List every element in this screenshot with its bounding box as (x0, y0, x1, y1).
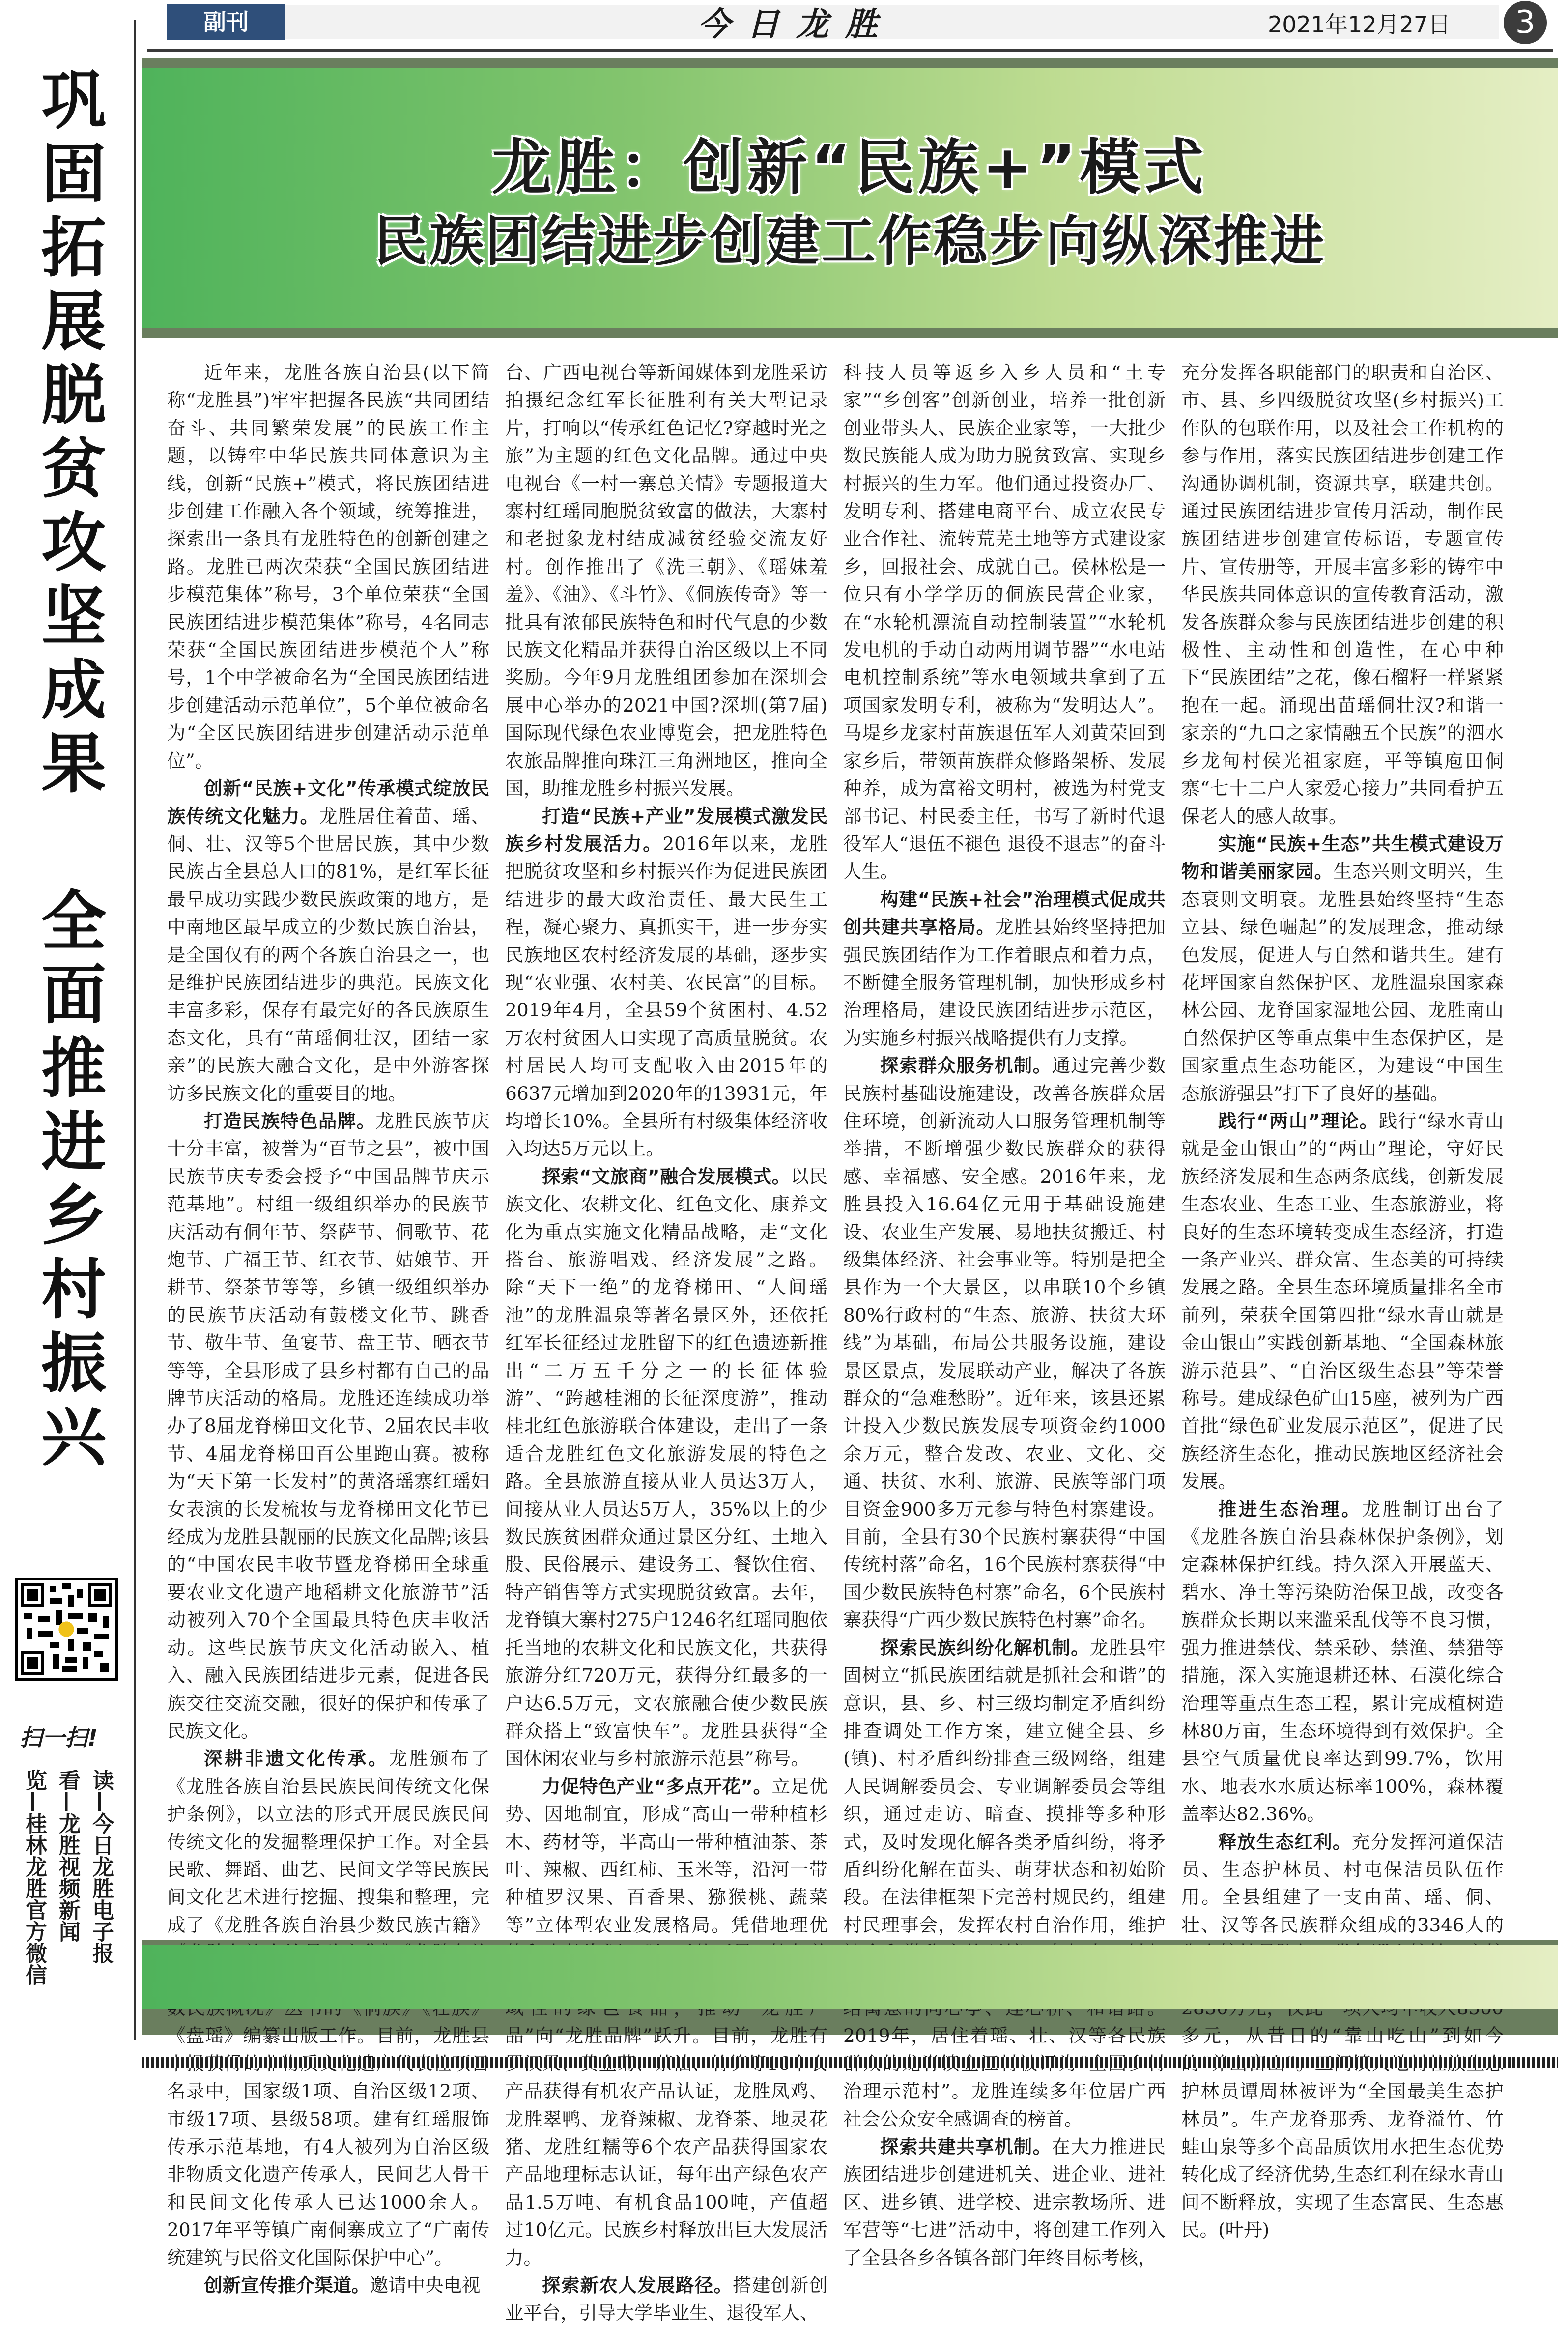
paragraph-lead: 实施“民族+生态”共生模式建设万物和谐美丽家园。 (1181, 833, 1504, 883)
paragraph-text: 龙胜县牢固树立“抓民族团结就是抓社会和谐”的意识，县、乡、村三级均制定矛盾纠纷排查调处工作方案，建立健全县、乡(镇)、村矛盾纠纷排查三级网络，组建人民调解委员会、专业调解委员会等组织，通过走访、暗查、摸排等多种形式，及时发现化解各类矛盾纠纷，将矛盾纠纷化解在苗头、萌芽状态和初始阶段。在法律框架下完善村规民约，组建村民理事会，发挥农村自治作用，维护 2019年，居住着瑶、壮、汉等各民族 治理示范村”。龙胜连续多年位居广西社会公众安全感调查的榜首。 (843, 1637, 1166, 2130)
headline-main: 龙胜：创新“民族+”模式 (491, 133, 1208, 202)
channel-epaper: 读—今日龙胜电子报 (88, 1769, 114, 1964)
paragraph-lead: 释放生态红利。 (1218, 1831, 1352, 1853)
article-paragraph (167, 359, 489, 775)
section-tab: 副刊 (167, 4, 285, 40)
qr-code-icon[interactable] (15, 1578, 118, 1681)
article-paragraph (167, 1107, 489, 1745)
masthead-rule (147, 49, 1553, 52)
article-paragraph (1181, 1495, 1504, 1828)
article-paragraph (1181, 1107, 1504, 1495)
article-paragraph (843, 2133, 1166, 2271)
feature-panel (142, 58, 1558, 2324)
article-body (142, 338, 1558, 2324)
channel-video: 看—龙胜视频新闻 (55, 1769, 80, 1942)
paragraph-text: 践行“绿水青山就是金山银山”的“两山”理论，守好民族经济发展和生态两条底线，创新发展生态农业、生态工业、生态旅游业，将良好的生态环境转变成生态经济，打造一条产业兴、群众富、生态美的可持续发展之路。全县生态环境质量排名全市前列，荣获全国第四批“绿水青山就是金山银山”实践创新基地、“全国森林旅游示范县”、“自治区级生态县”等荣誉称号。建成绿色矿山15座，被列为广西首批“绿色矿业发展示范区”，促进了民族经济生态化，推动民族地区经济社会发展。 (1181, 1110, 1504, 1493)
paragraph-lead: 探索新农人发展路径。 (542, 2274, 733, 2297)
article-paragraph (505, 803, 827, 1163)
paragraph-text: 以民族文化、农耕文化、红色文化、康养文化为重点实施文化精品战略，走“文化搭台、旅游唱戏、经济发展”之路。除“天下一绝”的龙脊梯田、“人间瑶池”的龙胜温泉等著名景区外，还依托红军长征经过龙胜留下的红色遗迹新推出“二万五千分之一的长征体验游”、“跨越桂湘的长征深度游”，推动桂北红色旅游联合体建设，走出了一条适合龙胜红色文化旅游发展的特色之路。全县旅游直接从业人员达3万人，间接从业人员达5万人，35%以上的少数民族贫困群众通过景区分红、土地入股、民俗展示、建设务工、餐饮住宿、特产销售等方式实现脱贫致富。去年，龙脊镇大寨村275户1246名红瑶同胞依托当地的农耕文化和民族文化，共获得旅游分红720万元，获得分红最多的一户达6.5万元，文农旅融合使少数民族群众搭上“致富快车”。龙胜县获得“全国休闲农业与乡村旅游示范县”称号。 (505, 1165, 828, 1770)
headline-banner (142, 68, 1558, 328)
paragraph-lead: 践行“两山”理论。 (1218, 1110, 1379, 1132)
paragraph-text: 龙胜制订出台了《龙胜各族自治县森林保护条例》，划定森林保护红线。持久深入开展蓝天、碧水、净土等污染防治保卫战，改变各族群众长期以来滥采乱伐等不良习惯，强力推进禁伐、禁采砂、禁渔、禁猎等措施，深入实施退耕还林、石漠化综合治理等重点生态工程，累计完成植树造林80万亩，生态环境得到有效保护。全县空气质量优良率达到99.7%，饮用水、地表水水质达标率100%，森林覆盖率达82.36%。 (1181, 1498, 1504, 1825)
page-border (142, 2057, 1558, 2068)
paragraph-text: 龙胜县始终坚持把加强民族团结作为工作着眼点和着力点，不断健全服务管理机制，加快形成乡村治理格局，建设民族团结进步示范区，为实施乡村振兴战略提供有力支撑。 (843, 916, 1166, 1049)
issue-date: 2021年12月27日 (1268, 11, 1451, 38)
paragraph-text: 2016年以来，龙胜把脱贫攻坚和乡村振兴作为促进民族团结进步的最大政治责任、最大民生工程，凝心聚力、真抓实干，进一步夯实民族地区农村经济发展的基础，逐步实现“农业强、农村美、农民富”的目标。2019年4月，全县59个贫困村、4.52万农村贫困人口实现了高质量脱贫。农村居民人均可支配收入由2015年的6637元增加到2020年的13931元，年均增长10%。全县所有村级集体经济收入均达5万元以上。 (505, 833, 828, 1160)
article-paragraph (505, 1163, 827, 1773)
article-paragraph (843, 359, 1166, 886)
article-paragraph (505, 2271, 827, 2327)
paragraph-lead: 打造“民族+产业”发展模式激发民族乡村发展活力。 (505, 805, 827, 855)
paper-name: 今日龙胜 (698, 5, 894, 43)
paragraph-text: 龙胜民族节庆十分丰富，被誉为“百节之县”，被中国民族节庆专委会授予“中国品牌节庆示范基地”。村组一级组织举办的民族节庆活动有侗年节、祭萨节、侗歌节、花炮节、广福王节、红衣节、姑娘节、开耕节、祭茶节等等，乡镇一级组织举办的民族节庆活动有鼓楼文化节、跳香节、敬牛节、鱼宴节、盘王节、晒衣节等等，全县形成了县乡村都有自己的品牌节庆活动的格局。龙胜还连续成功举办了8届龙脊梯田文化节、2届农民丰收节、4届龙脊梯田百公里跑山赛。被称为“天下第一长发村”的黄洛瑶寨红瑶妇女表演的长发梳妆与龙脊梯田文化节已经成为龙胜县靓丽的民族文化品牌;该县的“中国农民丰收节暨龙脊梯田全球重要农业文化遗产地稻耕文化旅游节”活动被列入70个全国最具特色庆丰收活动。这些民族节庆文化活动嵌入、植入、融入民族团结进步元素，促进各民族交往交流交融，很好的保护和传承了民族文化。 (167, 1110, 490, 1742)
paragraph-lead: 探索“文旅商”融合发展模式。 (542, 1165, 791, 1187)
channel-wechat: 览—桂林龙胜官方微信 (22, 1769, 47, 1985)
side-column (0, 0, 138, 2077)
paragraph-text: 搭建创新创业平台，引导大学毕业生、退役军人、 (505, 2274, 828, 2324)
article-column-3 (843, 359, 1166, 2269)
scan-prompt: 扫一扫! (20, 1724, 98, 1751)
article-column-2 (505, 359, 828, 2324)
article-paragraph (167, 775, 489, 1107)
paragraph-lead: 推进生态治理。 (1218, 1498, 1362, 1520)
paragraph-text: 充分发挥各职能部门的职责和自治区、市、县、乡四级脱贫攻坚(乡村振兴)工作队的包联作用，以及社会工作机构的参与作用，落实民族团结进步创建工作沟通协调机制，资源共享，联建共创。通过民族团结进步宣传月活动，制作民族团结进步创建宣传标语，专题宣传片、宣传册等，开展丰富多彩的铸牢中华民族共同体意识的宣传教育活动，激发各族群众参与民族团结进步创建的积极性、主动性和创造性，在心中种下“民族团结”之花，像石榴籽一样紧紧抱在一起。涌现出苗瑶侗壮汉?和谐一家亲的“九口之家情融五个民族”的泗水乡龙甸村侯光祖家庭，平等镇庖田侗寨“七十二户人家爱心接力”共同看护五保老人的感人故事。 (1181, 362, 1504, 827)
side-divider (134, 20, 136, 2040)
side-slogan-1: 巩固拓展脱贫攻坚成果 (41, 63, 106, 802)
paragraph-lead: 构建“民族+社会”治理模式促成共创共建共享格局。 (843, 888, 1166, 938)
paragraph-lead: 探索群众服务机制。 (880, 1055, 1052, 1077)
paragraph-text: 龙胜颁布了《龙胜各族自治县民族民间传统文化保护条例》，以立法的形式开展民族民间传统文化的发掘整理保护工作。对全县民歌、舞蹈、曲艺、民间文学等民族民间文化艺术进行挖掘、搜集和整理，完成了《龙胜各族自治县少数民族古籍》 《盘瑶》编纂出版工作。目前，龙胜县 名录中，国家级1项、自治区级12项、市级17项、县级58项。建有红瑶服饰传承示范基地，有4人被列为自治区级非物质文化遗产传承人，民间艺人骨干和民间文化传承人已达1000余人。2017年平等镇广南侗寨成立了“广南传统建筑与民俗文化国际保护中心”。 (167, 1748, 490, 2269)
paragraph-text: 科技人员等返乡入乡人员和“土专家”“乡创客”创新创业，培养一批创新创业带头人、民族企业家等，一大批少数民族能人成为助力脱贫致富、实现乡村振兴的生力军。他们通过投资办厂、发明专利、搭建电商平台、成立农民专业合作社、流转荒芜土地等方式建设家乡，回报社会、成就自己。侯林松是一位只有小学学历的侗族民营企业家，在“水轮机漂流自动控制装置”“水轮机发电机的手动自动两用调节器”“水电站电机控制系统”等水电领域共拿到了五项国家发明专利，被称为“发明达人”。马堤乡龙家村苗族退伍军人刘黄荣回到家乡后，带领苗族群众修路架桥、发展种养，成为富裕文明村，被选为村党支部书记、村民委主任，书写了新时代退役军人“退伍不褪色 退役不退志”的奋斗人生。 (843, 362, 1166, 883)
article-paragraph (167, 2271, 489, 2299)
paragraph-lead: 创新“民族+文化”传承模式绽放民族传统文化魅力。 (167, 777, 489, 827)
article-column-4 (1181, 359, 1504, 2241)
paragraph-lead: 探索共建共享机制。 (880, 2136, 1052, 2157)
channel-list (20, 1769, 115, 2025)
paragraph-text: 充分发挥河道保洁员、生态护林员、村屯保洁员队伍作用。全县组建了一支由苗、瑶、侗、壮、汉等各民族群众组成的3346人的 多元，从昔日的“靠山吃山”到如今 护林员谭周林被评为“全国最美生态护林员”。生产龙脊那秀、龙脊溢竹、竹蛙山泉等多个高品质饮用水把生态优势转化成了经济优势,生态红利在绿水青山间不断释放，实现了生态富民、生态惠民。(叶丹) (1181, 1831, 1504, 2241)
masthead (147, 0, 1553, 49)
paragraph-lead: 深耕非遗文化传承。 (204, 1748, 389, 1770)
article-column-1 (167, 359, 490, 2297)
paragraph-lead: 打造民族特色品牌。 (204, 1110, 376, 1132)
paragraph-text: 生态兴则文明兴，生态衰则文明衰。龙胜县始终坚持“生态立县、绿色崛起”的发展理念，推动绿色发展，促进人与自然和谐共生。建有花坪国家自然保护区、龙胜温泉国家森林公园、龙脊国家湿地公园、龙胜南山自然保护区等重点集中生态保护区，是国家重点生态功能区，为建设“中国生态旅游强县”打下了良好的基础。 (1181, 861, 1504, 1104)
paragraph-lead: 创新宣传推介渠道。 (204, 2274, 370, 2297)
paragraph-text: 龙胜居住着苗、瑶、侗、壮、汉等5个世居民族，其中少数民族占全县总人口的81%，是红军长征最早成功实践少数民族政策的地方，是中南地区最早成立的少数民族自治县，是全国仅有的两个各族自治县之一，也是维护民族团结进步的典范。民族文化丰富多彩，保存有最完好的各民族原生态文化，具有“苗瑶侗壮汉，团结一家亲”的民族大融合文化，是中外游客探访多民族文化的重要目的地。 (167, 805, 489, 1104)
paragraph-text: 台、广西电视台等新闻媒体到龙胜采访拍摄纪念红军长征胜利有关大型记录片，打响以“传承红色记忆?穿越时光之旅”为主题的红色文化品牌。通过中央电视台《一村一寨总关情》专题报道大寨村红瑶同胞脱贫致富的做法，大寨村和老挝象龙村结成减贫经验交流友好村。创作推出了《洗三朝》、《瑶妹羞羞》、《油》、《斗竹》、《侗族传奇》等一批具有浓郁民族特色和时代气息的少数民族文化精品并获得自治区级以上不同奖励。今年9月龙胜组团参加在深圳会展中心举办的2021中国?深圳(第7届)国际现代绿色农业博览会，把龙胜特色农旅品牌推向珠江三角洲地区，推向全国，助推龙胜乡村振兴发展。 (505, 362, 827, 800)
paragraph-lead: 探索民族纠纷化解机制。 (880, 1637, 1090, 1659)
paragraph-text: 在大力推进民族团结进步创建进机关、进企业、进社区、进乡镇、进学校、进宗教场所、进军营等“七进”活动中，将创建工作列入了全县各乡各镇各部门年终目标考核， (843, 2136, 1166, 2269)
paragraph-text: 近年来，龙胜各族自治县(以下简称“龙胜县”)牢牢把握各民族“共同团结奋斗、共同繁荣发展”的民族工作主题，以铸牢中华民族共同体意识为主线，创新“民族+”模式，将民族团结进步创建工作融入各个领域，统筹推进，探索出一条具有龙胜特色的创新创建之路。龙胜已两次荣获“全国民族团结进步模范集体”称号，3个单位荣获“全国民族团结进步模范集体”称号，4名同志荣获“全国民族团结进步模范个人”称号，1个中学被命名为“全国民族团结进步创建活动示范单位”，5个单位被命名为“全区民族团结进步创建活动示范单位”。 (167, 362, 489, 772)
page-number: 3 (1504, 1, 1547, 44)
paragraph-text: 通过完善少数民族村基础设施建设，改善各族群众居住环境，创新流动人口服务管理机制等举措，不断增强少数民族群众的获得感、幸福感、安全感。2016年来，龙胜县投入16.64亿元用于基础设施建设、农业生产发展、易地扶贫搬迁、村级集体经济、社会事业等。特别是把全县作为一个大景区，以串联10个乡镇80%行政村的“生态、旅游、扶贫大环线”为基础，布局公共服务设施，建设景区景点，发展联动产业，解决了各族群众的“急难愁盼”。近年来，该县还累计投入少数民族发展专项资金约1000余万元，整合发改、农业、文化、交通、扶贫、水利、旅游、民族等部门项目资金900多万元参与特色村寨建设。目前，全县有30个民族村寨获得“中国传统村落”命名，16个民族村寨获得“中国少数民族特色村寨”命名，6个民族村寨获得“广西少数民族特色村寨”命名。 (843, 1055, 1166, 1631)
article-paragraph (1181, 830, 1504, 1107)
article-paragraph (505, 1773, 827, 2271)
paragraph-lead: 力促特色产业“多点开花”。 (542, 1775, 772, 1797)
article-paragraph (1181, 359, 1504, 830)
paragraph-text: 立足优势、因地制宜，形成“高山一带种植杉木、药材等，半高山一带种植油茶、茶叶、辣椒、西红柿、玉米等，沿河一带种植罗汉果、百香果、猕猴桃、蔬菜等”立体型农业发展格局。凭借地理优 品”向“龙胜品牌”跃升。目前，龙胜有 产品获得有机农产品认证，龙胜凤鸡、龙胜翠鸭、龙脊辣椒、龙脊茶、地灵花猪、龙胜红糯等6个农产品获得国家农产品地理标志认证，每年出产绿色农产品1.5万吨、有机食品100吨，产值超过10亿元。民族乡村释放出巨大发展活力。 (505, 1775, 828, 2269)
headline-sub: 民族团结进步创建工作稳步向纵深推进 (373, 210, 1326, 273)
side-slogan-2: 全面推进乡村振兴 (41, 884, 106, 1475)
footer-band (142, 1945, 1558, 2009)
paragraph-text: 邀请中央电视 (370, 2274, 481, 2297)
article-paragraph (1181, 1828, 1504, 2244)
article-paragraph (843, 1052, 1166, 1634)
article-paragraph (505, 359, 827, 803)
article-paragraph (843, 886, 1166, 1052)
